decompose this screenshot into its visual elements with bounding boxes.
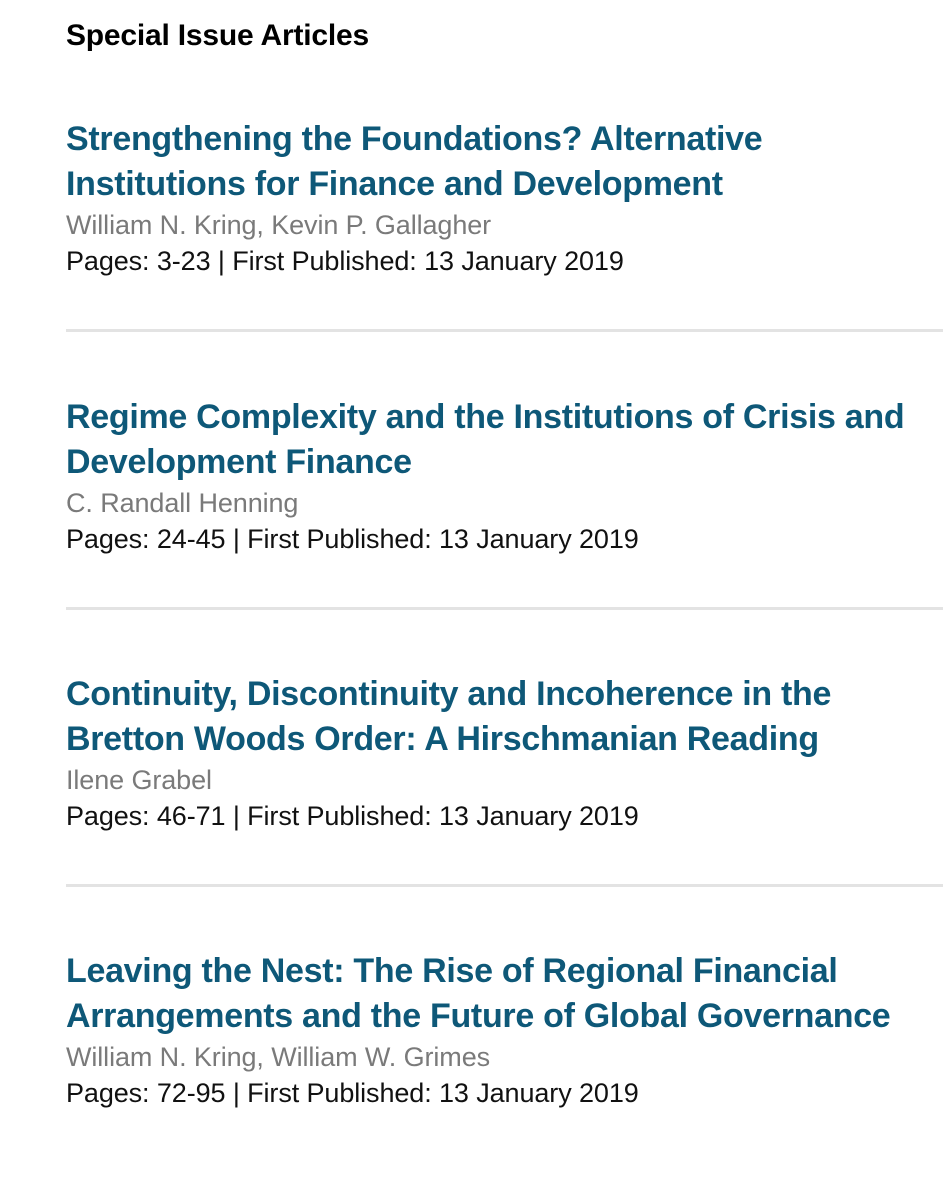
article-authors: William N. Kring, Kevin P. Gallagher [66, 210, 492, 240]
article-meta: Pages: 24-45 | First Published: 13 January 2019 [66, 524, 639, 554]
article-authors: C. Randall Henning [66, 488, 299, 518]
article-item [66, 117, 936, 279]
article-item [66, 672, 936, 834]
article-authors: Ilene Grabel [66, 765, 212, 795]
article-title-link[interactable]: Continuity, Discontinuity and Incoherence in the Bretton Woods Order: A Hirschmanian Reading [66, 675, 832, 758]
article-title-link[interactable]: Strengthening the Foundations? Alternative Institutions for Finance and Development [66, 120, 763, 203]
article-title-link[interactable]: Leaving the Nest: The Rise of Regional Financial Arrangements and the Future of Global Governance [66, 952, 891, 1035]
divider [66, 884, 943, 887]
divider [66, 329, 943, 332]
divider [66, 607, 943, 610]
article-authors: William N. Kring, William W. Grimes [66, 1042, 491, 1072]
section-heading: Special Issue Articles [66, 19, 369, 52]
article-item [66, 395, 936, 557]
article-title-link[interactable]: Regime Complexity and the Institutions of Crisis and Development Finance [66, 398, 905, 481]
article-meta: Pages: 3-23 | First Published: 13 January 2019 [66, 246, 624, 276]
article-item [66, 949, 936, 1111]
article-meta: Pages: 46-71 | First Published: 13 January 2019 [66, 801, 639, 831]
article-meta: Pages: 72-95 | First Published: 13 January 2019 [66, 1078, 639, 1108]
